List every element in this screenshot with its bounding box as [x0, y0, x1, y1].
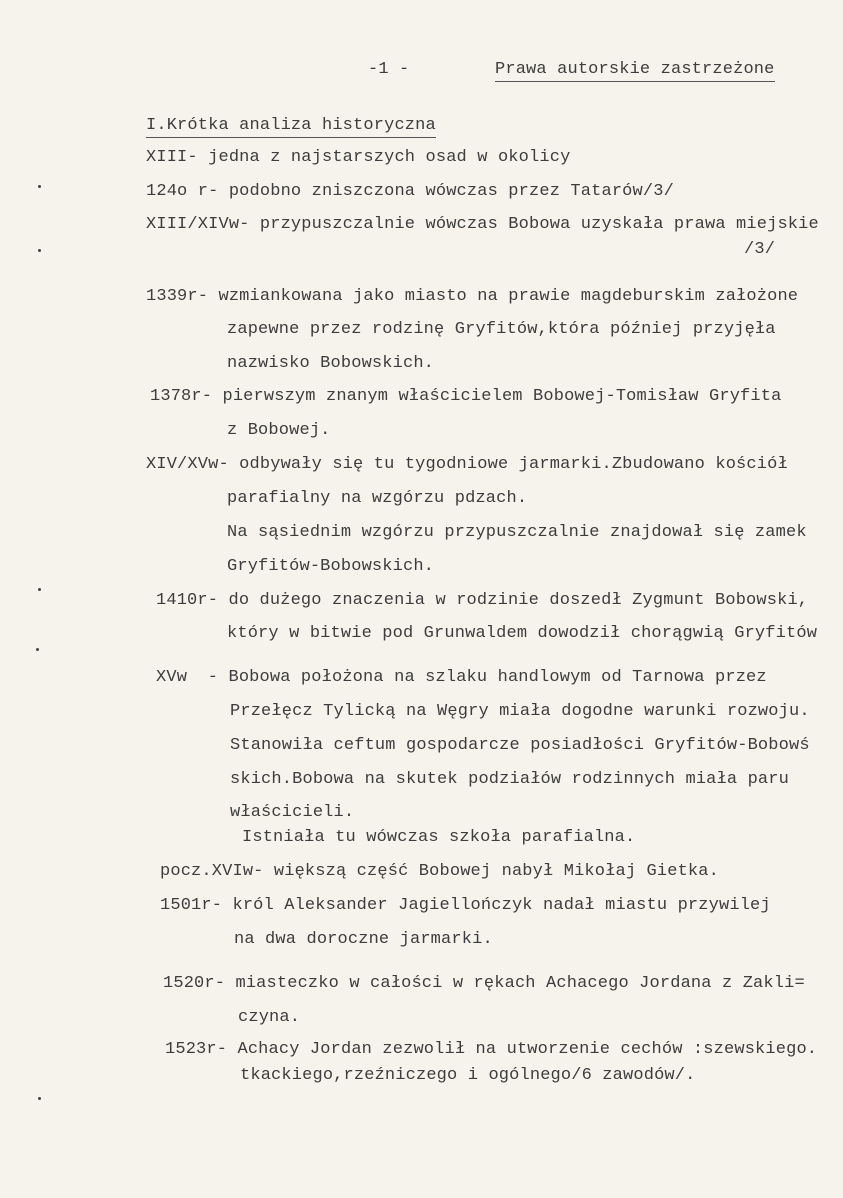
text-line: Gryfitów-Bobowskich.	[227, 557, 435, 576]
text-line: XIII- jedna z najstarszych osad w okolicy	[146, 148, 571, 167]
text-line: czyna.	[238, 1008, 301, 1027]
text-line: pocz.XVIw- większą część Bobowej nabył Mikołaj Gietka.	[160, 862, 719, 881]
text-line: na dwa doroczne jarmarki.	[234, 930, 493, 949]
text-line: 124o r- podobno zniszczona wówczas przez Tatarów/3/	[146, 182, 674, 201]
copyright-notice: Prawa autorskie zastrzeżone	[495, 60, 775, 82]
text-line: właścicieli.	[230, 803, 355, 822]
text-line: parafialny na wzgórzu pdzach.	[227, 489, 528, 508]
margin-mark	[36, 648, 39, 651]
text-line: Przełęcz Tylicką na Węgry miała dogodne warunki rozwoju.	[230, 702, 810, 721]
text-line: XIII/XIVw- przypuszczalnie wówczas Bobowa uzyskała prawa miejskie	[146, 215, 819, 234]
section-title: I.Krótka analiza historyczna	[146, 116, 436, 138]
text-line: który w bitwie pod Grunwaldem dowodził chorągwią Gryfitów	[227, 624, 818, 643]
text-line: Istniała tu wówczas szkoła parafialna.	[242, 828, 636, 847]
text-line: 1339r- wzmiankowana jako miasto na prawie magdeburskim założone	[146, 287, 799, 306]
margin-mark	[38, 185, 41, 188]
text-line: zapewne przez rodzinę Gryfitów,która później przyjęła	[227, 320, 776, 339]
text-line: 1520r- miasteczko w całości w rękach Achacego Jordana z Zakli=	[163, 974, 805, 993]
text-line: 1378r- pierwszym znanym właścicielem Bobowej-Tomisław Gryfita	[150, 387, 782, 406]
text-line: 1410r- do dużego znaczenia w rodzinie doszedł Zygmunt Bobowski,	[156, 591, 809, 610]
text-line: 1523r- Achacy Jordan zezwolił na utworzenie cechów :szewskiego.	[165, 1040, 818, 1059]
text-line: XIV/XVw- odbywały się tu tygodniowe jarmarki.Zbudowano kościół	[146, 455, 788, 474]
text-line: Stanowiła ceftum gospodarcze posiadłości Gryfitów-Bobowś	[230, 736, 810, 755]
margin-mark	[38, 249, 41, 252]
text-line: nazwisko Bobowskich.	[227, 354, 435, 373]
text-line: 1501r- król Aleksander Jagiellończyk nadał miastu przywilej	[160, 896, 771, 915]
text-line: tkackiego,rzeźniczego i ogólnego/6 zawodów/.	[240, 1066, 696, 1085]
margin-mark	[38, 1097, 41, 1100]
text-line: Na sąsiednim wzgórzu przypuszczalnie znajdował się zamek	[227, 523, 807, 542]
margin-mark	[38, 588, 41, 591]
text-line: skich.Bobowa na skutek podziałów rodzinnych miała paru	[230, 770, 789, 789]
page-number: -1 -	[368, 60, 410, 79]
text-line: /3/	[744, 240, 776, 259]
text-line: z Bobowej.	[227, 421, 331, 440]
text-line: XVw - Bobowa położona na szlaku handlowym od Tarnowa przez	[156, 668, 767, 687]
